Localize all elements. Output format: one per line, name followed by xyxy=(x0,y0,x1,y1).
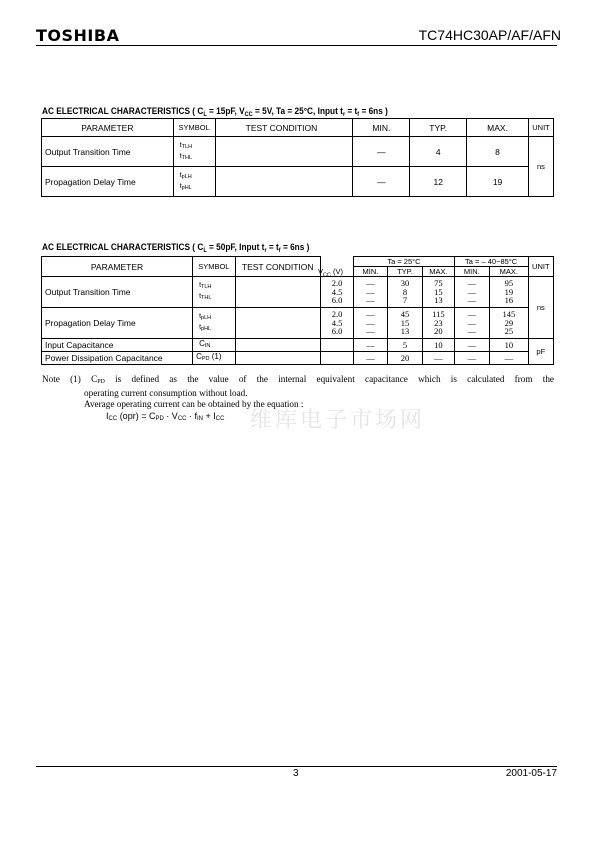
note-line: operating current consumption without load. xyxy=(84,388,248,398)
max-cell: 145 29 25 xyxy=(490,308,529,339)
symbol-cell: $t_{pLH}$ $t_{pHL}$ xyxy=(193,308,236,339)
table-row xyxy=(42,167,554,197)
typ-cell: 45 15 13 xyxy=(387,308,422,339)
header-unit: UNIT xyxy=(528,119,553,137)
max-cell: — xyxy=(423,352,454,365)
table-row xyxy=(42,308,554,339)
test-condition-cell xyxy=(215,137,353,167)
vcc-header-label: $V_{CC}$ (V) xyxy=(318,267,344,279)
header-unit: UNIT xyxy=(528,257,553,277)
unit-cell: ns xyxy=(528,277,553,339)
test-condition-cell xyxy=(235,277,320,308)
min-cell: — xyxy=(354,339,387,352)
min-cell: — xyxy=(353,137,410,167)
typ-cell: 20 xyxy=(387,352,422,365)
header-rule xyxy=(36,45,557,46)
param-cell: Output Transition Time xyxy=(42,137,174,167)
max-cell: 19 xyxy=(467,167,529,197)
header-typ: TYP. xyxy=(410,119,467,137)
symbol-cell: $t_{pLH}$ $t_{pHL}$ xyxy=(173,167,215,197)
min-cell: — — — xyxy=(354,308,387,339)
header-typ: TYP. xyxy=(387,267,422,277)
header-test-condition: TEST CONDITION xyxy=(215,119,353,137)
typ-cell: 30 8 7 xyxy=(387,277,422,308)
symbol-cell: $t_{TLH}$ $t_{THL}$ xyxy=(173,137,215,167)
max-cell: 115 23 20 xyxy=(423,308,454,339)
typ-cell: 4 xyxy=(410,137,467,167)
param-cell: Output Transition Time xyxy=(42,277,193,308)
note-line: Average operating current can be obtained by the equation : xyxy=(84,399,304,409)
param-cell: Input Capacitance xyxy=(42,339,193,352)
header-ta-range: Ta = – 40~85°C xyxy=(454,257,528,267)
param-cell: Propagation Delay Time xyxy=(42,308,193,339)
footer-date: 2001-05-17 xyxy=(505,768,557,779)
min-cell: — — — xyxy=(354,277,387,308)
page-number: 3 xyxy=(293,768,299,779)
max-cell: 10 xyxy=(423,339,454,352)
vcc-cell: 2.0 4.5 6.0 xyxy=(320,308,353,339)
symbol-cell: $C_{PD}$ (1) xyxy=(193,352,236,365)
header-min: MIN. xyxy=(354,267,387,277)
note-line: Note (1) $C_{PD}$ is defined as the value of the internal equivalent capacitance which is calculated from the xyxy=(42,374,554,385)
unit-cell: pF xyxy=(528,339,553,365)
max-cell: 10 xyxy=(490,339,529,352)
header-max: MAX. xyxy=(490,267,529,277)
header-symbol: SYMBOL xyxy=(173,119,215,137)
table-row xyxy=(42,137,554,167)
header-min: MIN. xyxy=(353,119,410,137)
min-cell: — xyxy=(454,339,489,352)
test-condition-cell xyxy=(235,352,320,365)
header-test-condition: TEST CONDITION xyxy=(235,257,320,277)
table1 xyxy=(41,118,554,197)
table2 xyxy=(41,256,554,365)
symbol-cell: $C_{IN}$ xyxy=(193,339,236,352)
max-cell: 8 xyxy=(467,137,529,167)
vcc-cell: 2.0 4.5 6.0 xyxy=(320,277,353,308)
table2-title: AC ELECTRICAL CHARACTERISTICS ( $C_L = 50pF$, Input $t_r = t_f = 6ns$ ) xyxy=(42,242,310,254)
vcc-cell xyxy=(320,352,353,365)
min-cell: — — — xyxy=(454,277,489,308)
typ-cell: 5 xyxy=(387,339,422,352)
header-min: MIN. xyxy=(454,267,489,277)
table-row xyxy=(42,277,554,308)
symbol-cell: $t_{TLH}$ $t_{THL}$ xyxy=(193,277,236,308)
max-cell: 75 15 13 xyxy=(423,277,454,308)
table-row xyxy=(42,339,554,352)
test-condition-cell xyxy=(235,339,320,352)
header-parameter: PARAMETER xyxy=(42,257,193,277)
unit-cell: ns xyxy=(528,137,553,197)
param-cell: Power Dissipation Capacitance xyxy=(42,352,193,365)
header-ta25: Ta = 25°C xyxy=(354,257,454,267)
vcc-cell xyxy=(320,339,353,352)
max-cell: 95 19 16 xyxy=(490,277,529,308)
table1-title: AC ELECTRICAL CHARACTERISTICS ( $C_L = 15pF$, $V_{CC} = 5V$, Ta = 25°C, Input $t_r = t_f = 6ns$ ) xyxy=(42,106,388,118)
test-condition-cell xyxy=(215,167,353,197)
min-cell: — xyxy=(354,352,387,365)
min-cell: — — — xyxy=(454,308,489,339)
header-max: MAX. xyxy=(467,119,529,137)
header-symbol: SYMBOL xyxy=(193,257,236,277)
table-row xyxy=(42,352,554,365)
test-condition-cell xyxy=(235,308,320,339)
note-equation: $I_{CC}$ $(opr) = C_{PD} \cdot V_{CC} \cdot f_{IN} + I_{CC}$ xyxy=(106,411,225,422)
toshiba-logo: TOSHIBA xyxy=(36,26,120,45)
max-cell: — xyxy=(490,352,529,365)
typ-cell: 12 xyxy=(410,167,467,197)
header-parameter: PARAMETER xyxy=(42,119,174,137)
footer-rule xyxy=(36,766,557,767)
param-cell: Propagation Delay Time xyxy=(42,167,174,197)
min-cell: — xyxy=(353,167,410,197)
header-max: MAX. xyxy=(423,267,454,277)
min-cell: — xyxy=(454,352,489,365)
watermark: 维库电子市场网 xyxy=(250,408,426,433)
table2-header-row xyxy=(42,257,554,267)
table1-header-row xyxy=(42,119,554,137)
part-number: TC74HC30AP/AF/AFN xyxy=(418,27,561,43)
